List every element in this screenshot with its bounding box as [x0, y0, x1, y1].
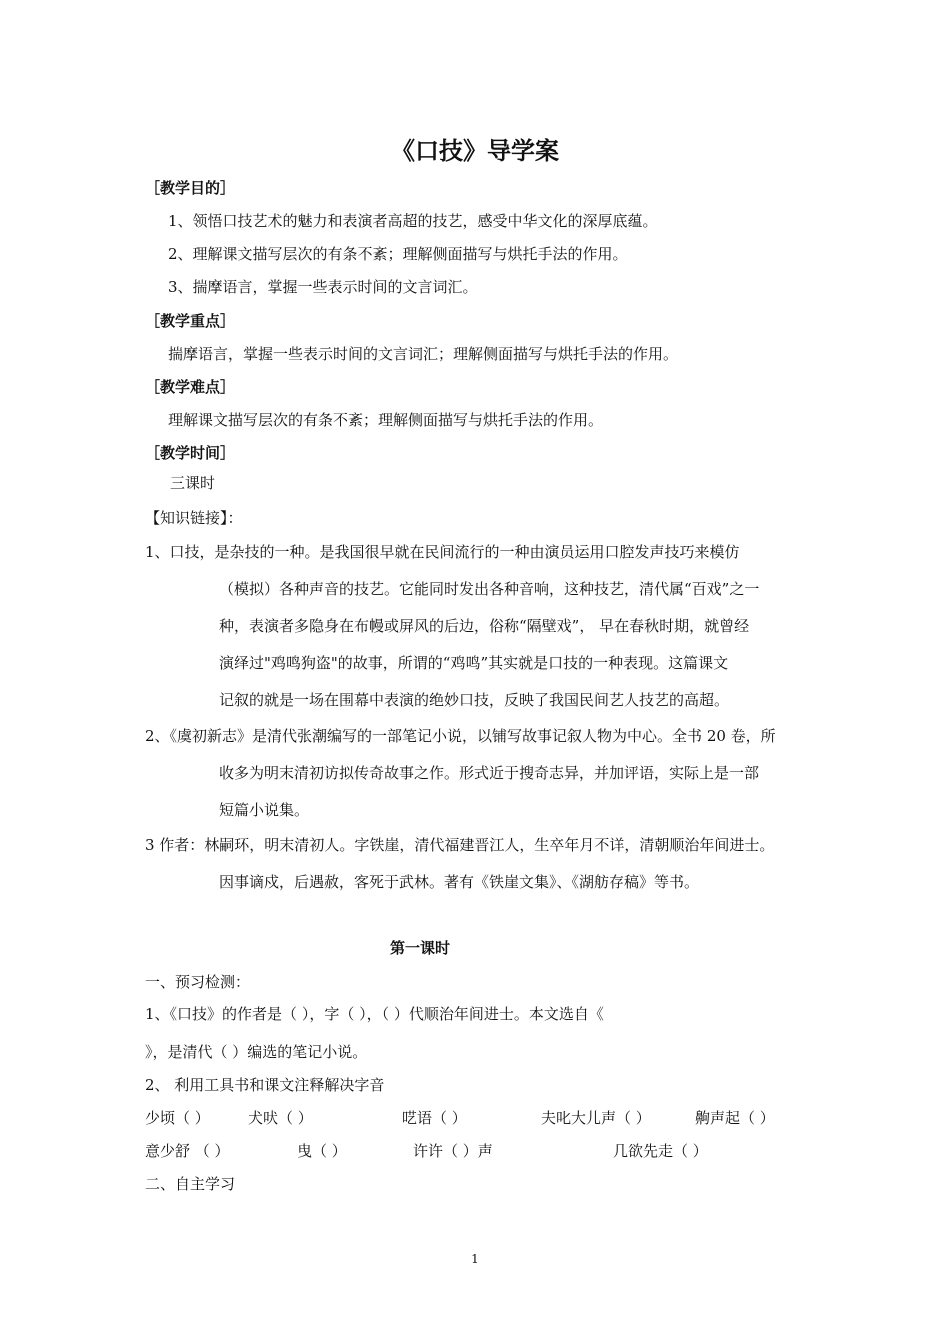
- knowledge-item2-line: 短篇小说集。: [219, 801, 310, 819]
- question-1-line: 》，是清代（ ）编选的笔记小说。: [145, 1043, 368, 1061]
- key-points-text: 揣摩语言，掌握一些表示时间的文言词汇；理解侧面描写与烘托手法的作用。: [168, 345, 679, 363]
- knowledge-item1-line: 1、口技，是杂技的一种。是我国很早就在民间流行的一种由演员运用口腔发声技巧来模仿: [145, 543, 740, 561]
- pronunciation-item: 夫叱大儿声（ ）: [541, 1109, 651, 1127]
- pronunciation-item: 几欲先走（ ）: [613, 1142, 708, 1160]
- knowledge-heading: 【知识链接】：: [145, 509, 243, 527]
- pronunciation-item: 少顷（ ）: [145, 1109, 210, 1127]
- pronunciation-item: 意少舒 （ ）: [145, 1142, 230, 1160]
- knowledge-item1-line: 种，表演者多隐身在布幔或屏风的后边，俗称“隔壁戏”， 早在春秋时期，就曾经: [219, 617, 750, 635]
- self-study-heading: 二、自主学习: [145, 1175, 236, 1193]
- knowledge-item2-line: 收多为明末清初访拟传奇故事之作。形式近于搜奇志异，并加评语，实际上是一部: [219, 764, 760, 782]
- pronunciation-item: 齁声起（ ）: [695, 1109, 775, 1127]
- preview-heading: 一、预习检测：: [145, 973, 251, 991]
- question-1-line: 1、《口技》的作者是（ ），字（ ），（ ）代顺治年间进士。本文选自《: [145, 1005, 604, 1023]
- question-2-line: 2、 利用工具书和课文注释解决字音: [145, 1076, 385, 1094]
- goal-item: 1、领悟口技艺术的魅力和表演者高超的技艺，感受中华文化的深厚底蕴。: [168, 212, 658, 230]
- document-title: 《口技》导学案: [391, 136, 559, 165]
- lesson-heading: 第一课时: [389, 939, 450, 957]
- pronunciation-item: 呓语（ ）: [402, 1109, 467, 1127]
- knowledge-item3-line: 因事谪戍，后遇赦，客死于武林。著有《铁崖文集》、《湖舫存稿》等书。: [219, 873, 700, 891]
- knowledge-item3-line: 3 作者：林嗣环，明末清初人。字铁崖，清代福建晋江人，生卒年月不详，清朝顺治年间进士。: [145, 836, 775, 854]
- time-text: 三课时: [170, 474, 216, 492]
- goals-heading: ［教学目的］: [145, 179, 236, 197]
- key-points-heading: ［教学重点］: [145, 312, 236, 330]
- pronunciation-item: 许许（ ）声: [413, 1142, 493, 1160]
- page-number: 1: [471, 1252, 479, 1266]
- difficulty-text: 理解课文描写层次的有条不紊；理解侧面描写与烘托手法的作用。: [168, 411, 604, 429]
- knowledge-item1-line: （模拟）各种声音的技艺。它能同时发出各种音响，这种技艺，清代属“百戏”之一: [219, 580, 760, 598]
- goal-item: 3、揣摩语言，掌握一些表示时间的文言词汇。: [168, 278, 478, 296]
- pronunciation-item: 犬吠（ ）: [248, 1109, 313, 1127]
- knowledge-item2-line: 2、《虞初新志》是清代张潮编写的一部笔记小说，以铺写故事记叙人物为中心。全书 20 卷，所: [145, 727, 776, 745]
- pronunciation-item: 曳（ ）: [297, 1142, 347, 1160]
- time-heading: ［教学时间］: [145, 444, 236, 462]
- goal-item: 2、理解课文描写层次的有条不紊；理解侧面描写与烘托手法的作用。: [168, 245, 628, 263]
- knowledge-item1-line: 记叙的就是一场在围幕中表演的绝妙口技，反映了我国民间艺人技艺的高超。: [219, 691, 730, 709]
- knowledge-item1-line: 演绎过"鸡鸣狗盗"的故事，所谓的“鸡鸣”其实就是口技的一种表现。这篇课文: [219, 654, 729, 672]
- difficulty-heading: ［教学难点］: [145, 378, 236, 396]
